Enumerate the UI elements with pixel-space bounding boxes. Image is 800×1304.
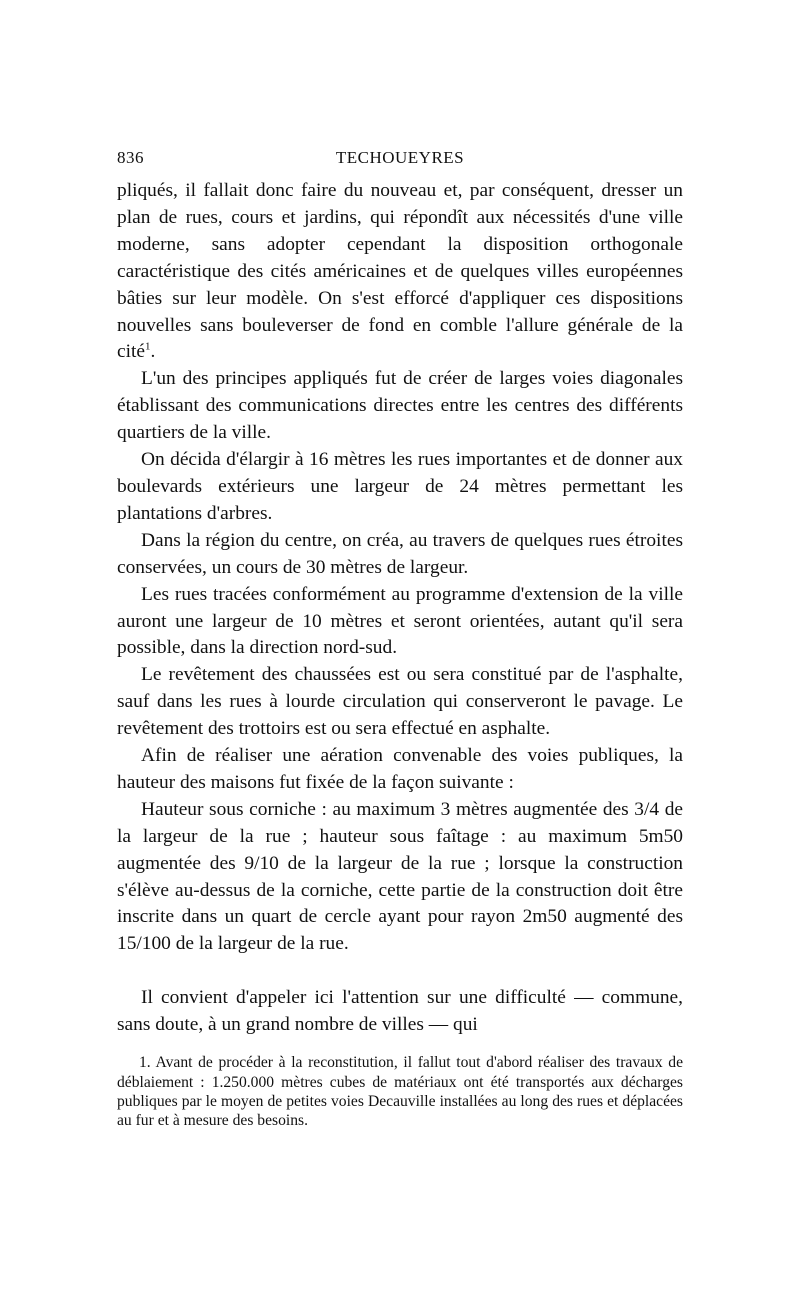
running-title: TECHOUEYRES [335, 148, 465, 167]
paragraph: Dans la région du centre, on créa, au travers de quelques rues étroites conservées, un cours de 30 mètres de largeur. [117, 529, 683, 578]
paragraph-text: pliqués, il fallait donc faire du nouveau et, par conséquent, dresser un plan de rues, cours et jardins, qui répondît aux nécessités d'une ville moderne, sans adopter cependant la disposition orthogonale caractéristique des cités américaines et de quelques villes européennes bâties sur leur modèle. On s'est efforcé d'appliquer ces dispositions nouvelles sans bouleverser de fond en comble l'allure générale de la cité [117, 180, 683, 363]
footnotes [117, 1053, 683, 1131]
page-header [117, 148, 683, 174]
footnote [117, 1053, 683, 1131]
footnote-marker: 1. [139, 1054, 151, 1072]
paragraph: Le revêtement des chaussées est ou sera constitué par de l'asphalte, sauf dans les rues à lourde circulation qui conserveront le pavage. Le revêtement des trottoirs est ou sera effectué en asphalte. [117, 664, 683, 740]
book-page [117, 148, 683, 1131]
footnote-text: Avant de procéder à la reconstitution, il fallut tout d'abord réaliser des travaux de déblaiement : 1.250.000 mètres cubes de matériaux ont été transportés aux décharges publiques par le moyen de petites voies Decauville installées au long des rues et déplacées au fur et à mesure des besoins. [117, 1054, 683, 1130]
paragraph: Les rues tracées conformément au programme d'extension de la ville auront une largeur de 10 mètres et seront orientées, autant qu'il sera possible, dans la direction nord-sud. [117, 583, 683, 659]
paragraph: Hauteur sous corniche : au maximum 3 mètres augmentée des 3/4 de la largeur de la rue ; hauteur sous faîtage : au maximum 5m50 augmentée des 9/10 de la largeur de la rue ; lorsque la construction s'élève au-dessus de la corniche, cette partie de la construction doit être inscrite dans un quart de cercle ayant pour rayon 2m50 augmenté des 15/100 de la largeur de la rue. [117, 798, 683, 955]
paragraph: L'un des principes appliqués fut de créer de larges voies diagonales établissant des communications directes entre les centres des différents quartiers de la ville. [117, 368, 683, 444]
paragraph [117, 178, 683, 366]
paragraph: On décida d'élargir à 16 mètres les rues importantes et de donner aux boulevards extérieurs une largeur de 24 mètres permettant les plantations d'arbres. [117, 449, 683, 524]
sentence-end: . [150, 341, 156, 363]
page-number: 836 [117, 148, 144, 167]
paragraph: Afin de réaliser une aération convenable des voies publiques, la hauteur des maisons fut fixée de la façon suivante : [117, 745, 683, 793]
body-text [117, 178, 683, 1039]
paragraph: Il convient d'appeler ici l'attention sur une difficulté — commune, sans doute, à un grand nombre de villes — qui [117, 987, 683, 1036]
footnote-reference: 1 [145, 340, 151, 353]
